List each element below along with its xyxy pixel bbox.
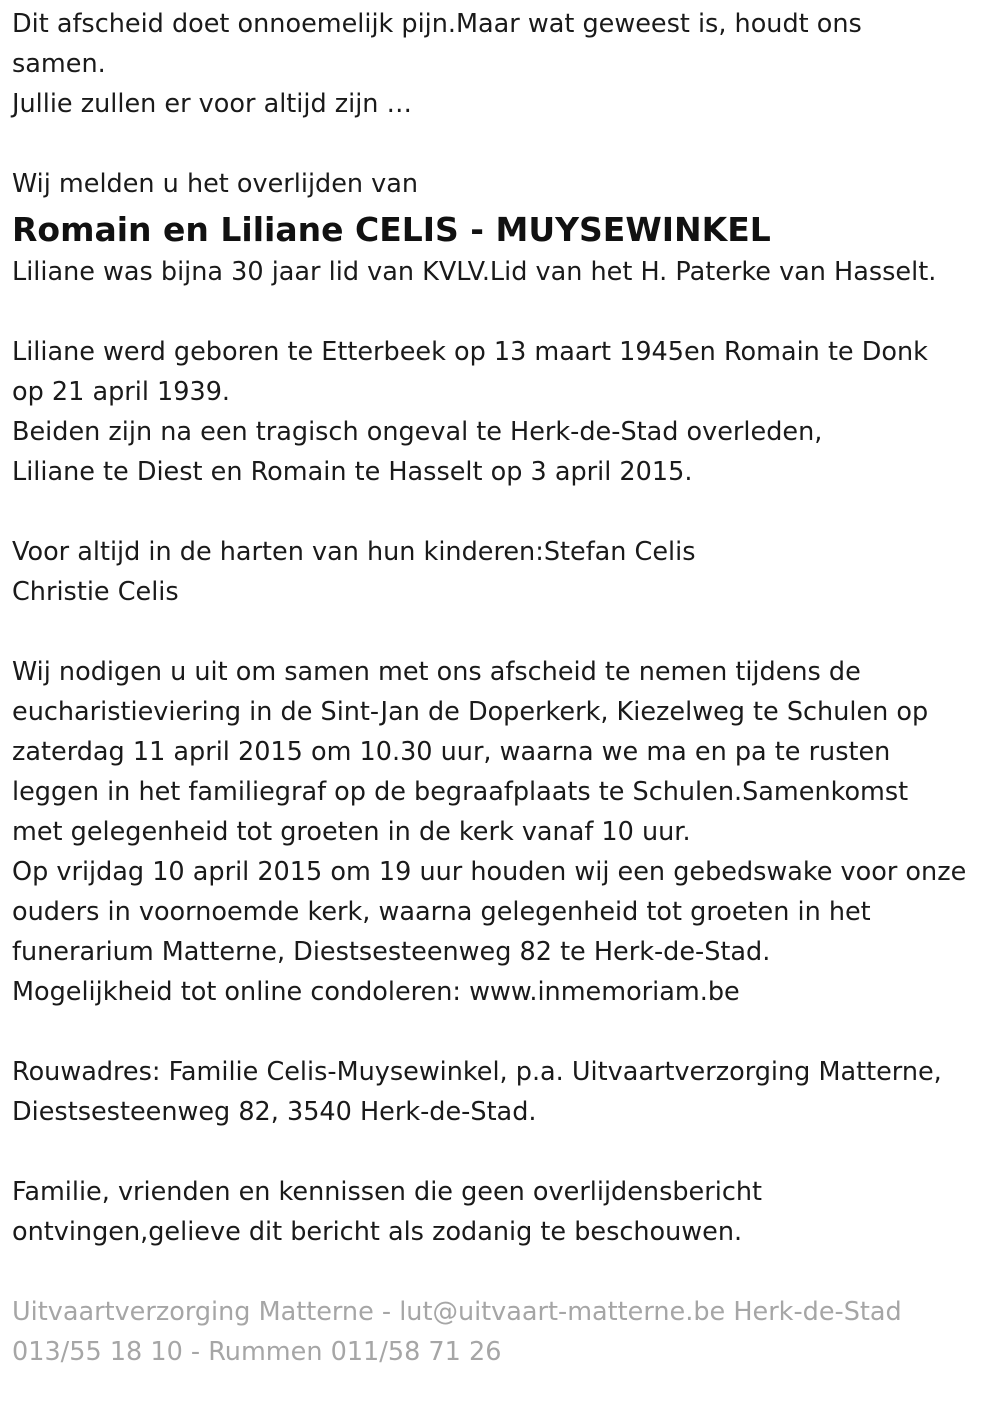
announce-line: Wij melden u het overlijden van: [12, 169, 419, 199]
birth-line: Liliane werd geboren te Etterbeek op 13 maart 1945en Romain te Donk: [12, 337, 928, 367]
ceremony-line: Mogelijkheid tot online condoleren: www.inmemoriam.be: [12, 977, 740, 1007]
children-paragraph: [12, 532, 1000, 612]
spacer: [12, 612, 1000, 652]
ceremony-line: ouders in voornoemde kerk, waarna gelegenheid tot groeten in het: [12, 897, 871, 927]
funeral-home-footer: [12, 1292, 1000, 1372]
notice-paragraph: [12, 1172, 1000, 1252]
spacer: [12, 124, 1000, 164]
intro-line: Jullie zullen er voor altijd zijn …: [12, 89, 413, 119]
address-paragraph: [12, 1052, 1000, 1132]
notice-line: Familie, vrienden en kennissen die geen overlijdensbericht: [12, 1177, 762, 1207]
deceased-names-title: Romain en Liliane CELIS - MUYSEWINKEL: [12, 210, 771, 249]
ceremony-line: Op vrijdag 10 april 2015 om 19 uur houden wij een gebedswake voor onze: [12, 857, 967, 887]
birth-line: op 21 april 1939.: [12, 377, 231, 407]
announce-text: [12, 164, 1000, 204]
ceremony-line: met gelegenheid tot groeten in de kerk vanaf 10 uur.: [12, 817, 691, 847]
children-line: Christie Celis: [12, 577, 179, 607]
spacer: [12, 292, 1000, 332]
membership-line: Liliane was bijna 30 jaar lid van KVLV.Lid van het H. Paterke van Hasselt.: [12, 257, 937, 287]
footer-line: Uitvaartverzorging Matterne - lut@uitvaart-matterne.be Herk-de-Stad: [12, 1297, 902, 1327]
address-line: Rouwadres: Familie Celis-Muysewinkel, p.a. Uitvaartverzorging Matterne,: [12, 1057, 942, 1087]
ceremony-paragraph: [12, 652, 1000, 1012]
spacer: [12, 492, 1000, 532]
ceremony-line: eucharistieviering in de Sint-Jan de Doperkerk, Kiezelweg te Schulen op: [12, 697, 929, 727]
ceremony-line: funerarium Matterne, Diestsesteenweg 82 te Herk-de-Stad.: [12, 937, 771, 967]
birth-line: Beiden zijn na een tragisch ongeval te Herk-de-Stad overleden,: [12, 417, 823, 447]
ceremony-line: leggen in het familiegraf op de begraafplaats te Schulen.Samenkomst: [12, 777, 909, 807]
spacer: [12, 1012, 1000, 1052]
spacer: [12, 1132, 1000, 1172]
footer-line: 013/55 18 10 - Rummen 011/58 71 26: [12, 1337, 502, 1367]
birth-paragraph: [12, 332, 1000, 492]
intro-paragraph: [12, 4, 1000, 124]
children-line: Voor altijd in de harten van hun kinderen:Stefan Celis: [12, 537, 696, 567]
intro-line: samen.: [12, 49, 106, 79]
ceremony-line: zaterdag 11 april 2015 om 10.30 uur, waarna we ma en pa te rusten: [12, 737, 891, 767]
spacer: [12, 1252, 1000, 1292]
birth-line: Liliane te Diest en Romain te Hasselt op 3 april 2015.: [12, 457, 693, 487]
membership-text: [12, 252, 1000, 292]
intro-line: Dit afscheid doet onnoemelijk pijn.Maar wat geweest is, houdt ons: [12, 9, 862, 39]
ceremony-line: Wij nodigen u uit om samen met ons afscheid te nemen tijdens de: [12, 657, 861, 687]
notice-line: ontvingen,gelieve dit bericht als zodanig te beschouwen.: [12, 1217, 743, 1247]
address-line: Diestsesteenweg 82, 3540 Herk-de-Stad.: [12, 1097, 537, 1127]
